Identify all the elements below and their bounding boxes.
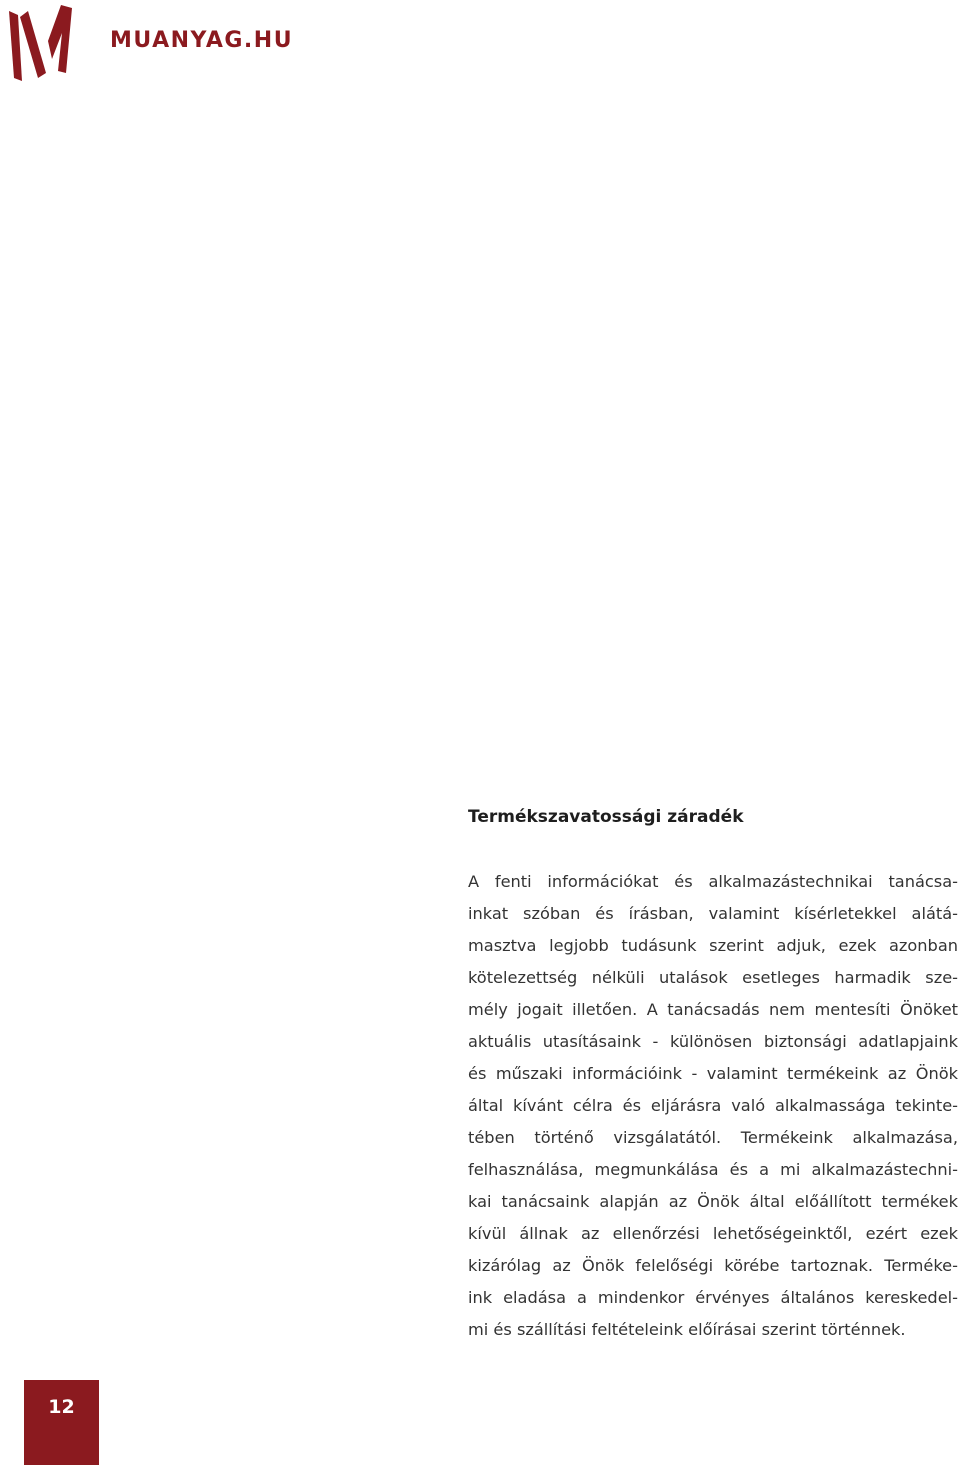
- paragraph-line: tében történő vizsgálatától. Termékeink alkalmazása,: [468, 1128, 958, 1147]
- paragraph-line: mély jogait illetően. A tanácsadás nem mentesíti Önöket: [468, 1000, 958, 1019]
- paragraph-line: ink eladása a mindenkor érvényes általános kereskedel-: [468, 1288, 958, 1307]
- paragraph-line: aktuális utasításaink - különösen biztonsági adatlapjaink: [468, 1032, 958, 1051]
- paragraph-line: kizárólag az Önök felelőségi körébe tartoznak. Terméke-: [468, 1256, 958, 1275]
- paragraph-line: masztva legjobb tudásunk szerint adjuk, ezek azonban: [468, 936, 958, 955]
- page-number: 12: [48, 1396, 75, 1418]
- paragraph-line: A fenti információkat és alkalmazástechnikai tanácsa-: [468, 872, 958, 891]
- disclaimer-paragraph: [468, 866, 958, 1346]
- paragraph-line: mi és szállítási feltételeink előírásai szerint történnek.: [468, 1320, 906, 1339]
- paragraph-line: inkat szóban és írásban, valamint kísérletekkel alátá-: [468, 904, 958, 923]
- paragraph-line: kívül állnak az ellenőrzési lehetőségeinktől, ezért ezek: [468, 1224, 958, 1243]
- paragraph-line: kai tanácsaink alapján az Önök által előállított termékek: [468, 1192, 958, 1211]
- paragraph-line: által kívánt célra és eljárásra való alkalmassága tekinte-: [468, 1096, 958, 1115]
- section-title: Termékszavatossági záradék: [468, 807, 744, 827]
- page-number-box: [24, 1380, 99, 1465]
- paragraph-line: felhasználása, megmunkálása és a mi alkalmazástechni-: [468, 1160, 958, 1179]
- paragraph-line: és műszaki információink - valamint termékeink az Önök: [468, 1064, 958, 1083]
- muanyag-m-logo-icon: [6, 3, 76, 83]
- paragraph-line: kötelezettség nélküli utalások esetleges harmadik sze-: [468, 968, 958, 987]
- brand-name: MUANYAG.HU: [110, 28, 294, 53]
